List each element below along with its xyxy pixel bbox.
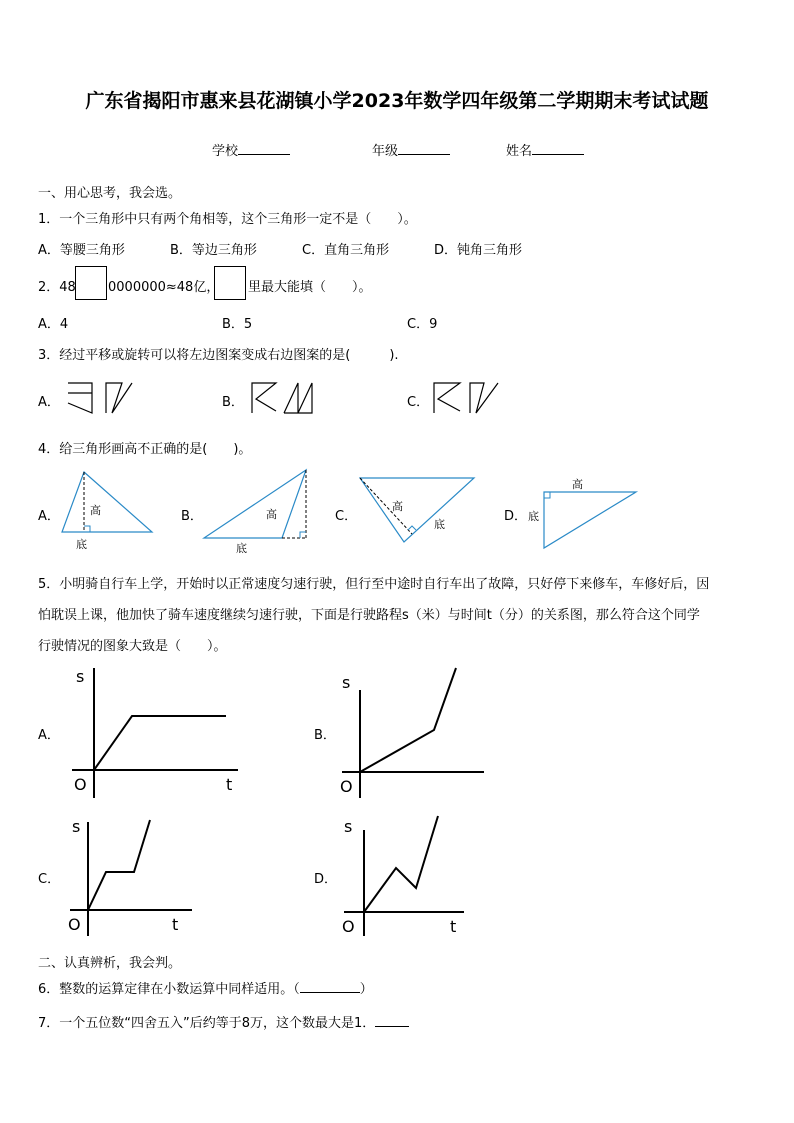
q4-a-di: 底 (76, 538, 87, 551)
q5-a-s: s (76, 667, 85, 686)
q1-option-a[interactable]: A．等腰三角形 (38, 243, 125, 258)
q7-answer-blank[interactable] (375, 1014, 409, 1027)
q4-triangle-a (58, 468, 158, 554)
q2-option-a[interactable]: A．4 (38, 317, 69, 332)
q4-triangle-b (200, 466, 312, 556)
q5-line-2: 怕耽误上课，他加快了骑车速度继续匀速行驶，下面是行驶路程s（米）与时间t（分）的关系图，那么符合这个同学 (38, 608, 700, 623)
school-label: 学校 (212, 144, 239, 159)
section-1-heading: 一、用心思考，我会选。 (38, 186, 182, 201)
q7-stem: 7．一个五位数“四舍五入”后约等于8万，这个数最大是1． (38, 1016, 376, 1031)
q4-c-di: 底 (434, 518, 445, 531)
q5-graph-d (340, 812, 470, 938)
q3-stem: 3．经过平移或旋转可以将左边图案变成右边图案的是( ). (38, 348, 399, 363)
q5-c-t: t (172, 915, 179, 934)
q3-figure-a (64, 381, 140, 417)
q1-option-d[interactable]: D．钝角三角形 (434, 243, 523, 258)
q5-label-c[interactable]: C． (38, 872, 61, 887)
q2-mid: 0000000≈48亿， (108, 280, 220, 295)
q5-c-s: s (72, 817, 81, 836)
q5-label-b[interactable]: B． (314, 728, 336, 743)
grade-label: 年级 (372, 144, 399, 159)
q4-label-a[interactable]: A． (38, 509, 60, 524)
q2-option-c[interactable]: C．9 (407, 317, 438, 332)
name-label: 姓名 (506, 144, 533, 159)
q2-num: 2．48 (38, 280, 76, 295)
q3-figure-c (430, 381, 506, 417)
q4-label-d[interactable]: D． (504, 509, 528, 524)
q3-label-b[interactable]: B． (222, 395, 244, 410)
section-2-heading: 二、认真辨析，我会判。 (38, 956, 182, 971)
q5-line-3: 行驶情况的图象大致是（ ）。 (38, 639, 227, 654)
q5-label-d[interactable]: D． (314, 872, 338, 887)
q4-d-di: 底 (528, 510, 539, 523)
q4-label-b[interactable]: B． (181, 509, 203, 524)
q6-answer-blank[interactable] (300, 980, 360, 993)
q2-option-b[interactable]: B．5 (222, 317, 253, 332)
q5-a-t: t (226, 775, 233, 794)
q5-graph-c (66, 816, 196, 938)
school-blank[interactable] (238, 142, 290, 155)
grade-field (372, 140, 450, 159)
q5-graph-a (68, 664, 248, 800)
school-field (212, 140, 290, 159)
q1-option-c[interactable]: C．直角三角形 (302, 243, 390, 258)
q5-line-1: 5．小明骑自行车上学，开始时以正常速度匀速行驶，但行至中途时自行车出了故障，只好停下来修车，车修好后，因 (38, 577, 710, 592)
q3-label-a[interactable]: A． (38, 395, 60, 410)
q6-close: ） (359, 982, 373, 997)
q5-b-s: s (342, 673, 351, 692)
name-field (506, 140, 584, 159)
q4-stem: 4．给三角形画高不正确的是( )。 (38, 442, 252, 457)
q7-text (38, 1012, 409, 1031)
q4-label-c[interactable]: C． (335, 509, 358, 524)
q5-b-o: O (340, 777, 353, 796)
q2-box-2[interactable] (214, 266, 246, 300)
q3-figure-b (248, 381, 324, 417)
q6-stem: 6．整数的运算定律在小数运算中同样适用。（ (38, 982, 300, 997)
q3-label-c[interactable]: C． (407, 395, 430, 410)
q4-triangle-d (526, 474, 642, 552)
q5-a-o: O (74, 775, 87, 794)
q5-c-o: O (68, 915, 81, 934)
q4-b-di: 底 (236, 542, 247, 555)
q4-a-gao: 高 (90, 504, 101, 517)
q4-d-gao: 高 (572, 478, 583, 491)
q4-b-gao: 高 (266, 508, 277, 521)
q2-box-1[interactable] (75, 266, 107, 300)
q6-text (38, 978, 373, 997)
q1-option-b[interactable]: B．等边三角形 (170, 243, 257, 258)
q5-label-a[interactable]: A． (38, 728, 60, 743)
grade-blank[interactable] (398, 142, 450, 155)
q4-c-gao: 高 (392, 500, 403, 513)
q1-stem: 1．一个三角形中只有两个角相等，这个三角形一定不是（ ）。 (38, 212, 417, 227)
q4-triangle-c (356, 474, 480, 548)
q2-end: 里最大能填（ ）。 (248, 280, 372, 295)
q5-d-t: t (450, 917, 457, 936)
q5-d-o: O (342, 917, 355, 936)
q5-d-s: s (344, 817, 353, 836)
q5-graph-b (338, 664, 488, 800)
page-title: 广东省揭阳市惠来县花湖镇小学2023年数学四年级第二学期期末考试试题 (85, 90, 709, 112)
name-blank[interactable] (532, 142, 584, 155)
